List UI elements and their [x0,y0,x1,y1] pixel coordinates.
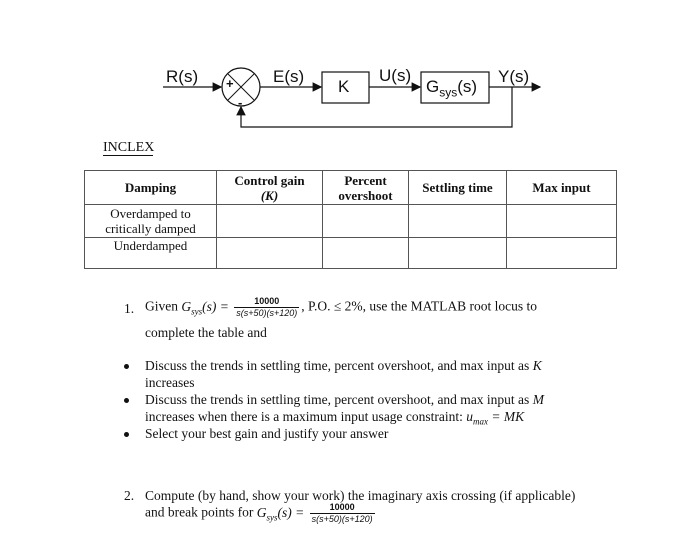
diagram-lines [0,0,700,140]
q2-gsys [256,504,305,523]
row-label-line1: Overdamped to [110,206,191,221]
bullet-2-umax [466,409,525,427]
table-cell[interactable] [217,238,323,269]
bullet-2-u: u [466,409,474,424]
g-block-main: G [426,77,440,96]
row-label-underdamped: Underdamped [85,238,217,269]
q1-g-sym: G [181,298,192,314]
table-cell[interactable] [409,205,507,238]
y-label: Y(s) [498,67,530,86]
bullet-2-line2: increases when there is a maximum input usage constraint: [145,409,463,424]
results-table [84,170,617,269]
header-damping: Damping [85,171,217,205]
bullet-1-var: K [532,358,542,373]
header-control-gain-line2: (K) [260,187,279,203]
bullet-1 [145,357,585,391]
block-diagram [0,0,700,140]
q1-line2: complete the table and [145,325,267,340]
bullet-2-text: Discuss the trends in settling time, percent overshoot, and max input as [145,392,530,407]
q1-g-arg: (s) = [202,298,229,314]
q2-number: 2. [124,488,135,503]
bullet-2-usub: max [473,416,489,427]
q2-g-arg: (s) = [277,504,305,520]
q2-line2-text: and break points for [145,504,254,520]
table-cell[interactable] [507,205,617,238]
header-max-input: Max input [507,171,617,205]
table-row [85,238,617,269]
q1-frac-den: s(s+50)(s+120) [236,308,298,318]
q1-fraction [234,296,299,319]
table-header-row [85,171,617,205]
header-percent-line2: overshoot [338,187,393,203]
g-block-label [426,77,477,99]
bullet-2-eq: = MK [488,409,525,424]
header-percent-overshoot [323,171,409,205]
row-label-overdamped [85,205,217,238]
q2-frac-num: 10000 [310,502,375,514]
bullet-dot [124,432,129,437]
plus-sign: + [226,76,234,91]
q2-frac-den: s(s+50)(s+120) [311,514,373,524]
row-label-line2: critically damped [105,221,196,236]
bullet-dot [124,364,129,369]
q2-line2 [145,502,377,526]
q1-given: Given [145,298,178,314]
q1-gsys [181,298,229,317]
bullet-3: Select your best gain and justify your answer [145,426,389,441]
q2-line1: Compute (by hand, show your work) the imaginary axis crossing (if applicable) [145,488,576,503]
q1-g-sub: sys [191,306,203,317]
header-control-gain [217,171,323,205]
table-cell[interactable] [323,238,409,269]
k-block-label: K [338,77,350,96]
bullet-1-text: Discuss the trends in settling time, percent overshoot, and max input as [145,358,530,373]
bullet-1-line2: increases [145,375,195,390]
u-label: U(s) [379,66,412,85]
q1-line1 [145,296,537,320]
r-label: R(s) [166,67,199,86]
q2-g-sym: G [256,504,267,520]
e-label: E(s) [273,67,305,86]
q1-frac-num: 10000 [234,296,299,308]
g-block-sub: sys [439,85,458,100]
table-cell[interactable] [409,238,507,269]
inclex-underline [103,155,153,156]
q2-fraction [310,502,375,525]
bullet-2-var: M [532,392,544,407]
g-block-arg: (s) [457,77,478,96]
table-cell[interactable] [507,238,617,269]
header-settling-time: Settling time [409,171,507,205]
q1-number: 1. [124,301,135,316]
header-percent-line1: Percent [344,172,387,188]
table-cell[interactable] [323,205,409,238]
bullet-dot [124,398,129,403]
table-cell[interactable] [217,205,323,238]
table-row [85,205,617,238]
q2-g-sub: sys [266,512,278,523]
minus-sign: - [238,95,243,110]
header-control-gain-line1: Control gain [234,172,305,188]
inclex-heading: INCLEX [103,140,155,155]
q1-text-after: , P.O. ≤ 2%, use the MATLAB root locus to [301,298,538,314]
